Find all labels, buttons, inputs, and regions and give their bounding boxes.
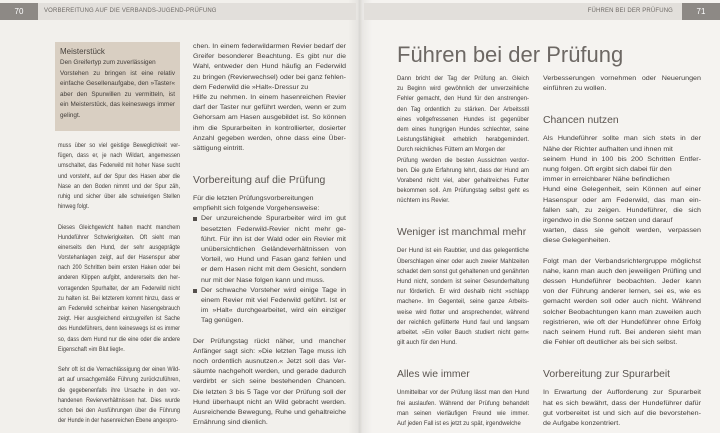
right-page-number: 71 bbox=[682, 3, 720, 20]
info-box-title: Meisterstück bbox=[60, 47, 105, 56]
text-line: Fehler gemacht, den Hund für den anstrengen- bbox=[397, 95, 529, 103]
text-line: gut vorbereitet ist und sich auf die bevorstehen- bbox=[543, 409, 701, 417]
text-line: Eigenschaft »im Blut liegt«. bbox=[58, 345, 125, 353]
text-line: empfiehlt sich folgende Vorgehensweise: bbox=[193, 205, 320, 213]
book-spine bbox=[348, 0, 372, 433]
text-line: einem Revier mit viel Federwild geführt. Ist er bbox=[201, 296, 346, 304]
right-page-column-1 bbox=[397, 74, 529, 429]
paragraph bbox=[543, 257, 701, 349]
text-line: Vorteil, wo Hund und Fasan ganz fehlen und bbox=[201, 256, 346, 264]
text-line: nur mit der Nase folgen kann und muss. bbox=[201, 276, 325, 284]
text-line: gelingt. bbox=[60, 111, 81, 119]
text-line: de Aufgabe konzentriert. bbox=[543, 419, 621, 427]
text-line: Prüfung werden die besten Aussichten verdor- bbox=[397, 156, 529, 164]
paragraph-spacer bbox=[58, 355, 180, 365]
left-running-title: VORBEREITUNG AUF DIE VERBANDS-JUGEND-PRÜFUNG bbox=[44, 8, 217, 14]
text-line: so, dass dem Hund nur die eine oder die andere bbox=[58, 335, 180, 343]
text-line: führt. Für ihn ist der Wald oder ein Revier mit bbox=[201, 235, 346, 243]
paragraph bbox=[543, 74, 701, 94]
text-line: Anzahl gegeben werden, ohne dass eine Über- bbox=[193, 134, 346, 142]
text-line: Verbesserungen vornehmen oder Neuerungen bbox=[543, 75, 701, 82]
text-line: immer in erreichbarer Nähe befindlichen bbox=[543, 176, 670, 184]
paragraph-spacer bbox=[58, 212, 180, 222]
text-line: sättigung eintritt. bbox=[193, 144, 245, 152]
text-line: hat es sich bewährt, dass der Hundeführer dafür bbox=[543, 399, 701, 407]
text-line: nahe, kann man auch den jeweiligen Prüfling und bbox=[543, 267, 701, 275]
text-line: solcher Beobachtungen kann man zuweilen auch bbox=[543, 308, 701, 316]
chapter-title: Führen bei der Prüfung bbox=[397, 42, 624, 67]
text-line: Gehorsam am Hasen ausgebildet ist. So können bbox=[193, 114, 346, 122]
text-line: Dieses Gleichgewicht halten macht manchem bbox=[58, 223, 180, 231]
text-line: bekommen soll. Am Prüfungstag selbst geht es bbox=[397, 187, 529, 195]
text-line: der reichlich gefütterte Hund faul und langsam bbox=[397, 318, 529, 326]
text-line: Ernährung sind dienlich. bbox=[193, 419, 268, 427]
text-line: Den Greifertyp zum zuverlässigen bbox=[60, 59, 156, 66]
text-line: Vorstehanlagen zeigt, auf der Hasenspur aber bbox=[58, 254, 180, 262]
text-line: am Federwild scheinbar keinen Nasengebrauch bbox=[58, 305, 180, 312]
text-line: Hund nicht, sondern ist seiner Gesunderhaltung bbox=[397, 278, 529, 285]
text-line: zu bringen (Revierwechsel) oder bei ganz fehlen- bbox=[193, 73, 346, 81]
square-bullet-icon bbox=[193, 289, 197, 293]
text-line: von der Führung anderer lernen, sei es, wie es bbox=[543, 288, 701, 296]
text-line: Vorabend nicht viel, aber gehaltreiches Futter bbox=[397, 176, 529, 184]
text-line: zu Beginn wird gewöhnlich der unverzeihliche bbox=[397, 85, 529, 93]
text-line: schadet dem sonst gut gehaltenen und genährten bbox=[397, 267, 529, 275]
info-box-body bbox=[60, 58, 175, 122]
square-bullet-icon bbox=[193, 217, 197, 221]
text-line: Der unzureichende Spurarbeiter wird im gut bbox=[201, 215, 346, 223]
text-line: Tag genügen. bbox=[201, 317, 244, 325]
text-line: der Hunde in der hasenreichen Ebene angespro- bbox=[58, 417, 178, 425]
text-line: ein Meisterstück, das keineswegs immer bbox=[60, 101, 175, 109]
text-line: Als Hundeführer sollte man sich stets in der bbox=[543, 135, 701, 143]
text-line: verdirbt er sich seine bestehenden Chancen. bbox=[193, 378, 346, 386]
text-line: einerseits den Hund, der sehr ausgeprägte bbox=[58, 243, 180, 251]
text-line: warten, dass sie geholt werden, verpassen bbox=[543, 227, 701, 235]
text-line: Der Prüfungstag rückt näher, und mancher bbox=[193, 337, 346, 345]
text-line: Hund eine Gelegenheit, sein Können auf einer bbox=[543, 186, 701, 194]
text-line: nur förderlich. Er wird deshalb nicht »schlapp bbox=[397, 288, 529, 296]
right-running-title: FÜHREN BEI DER PRÜFUNG bbox=[587, 8, 673, 14]
text-line: schon bei den Ausführungen über die Führung bbox=[58, 406, 180, 414]
text-line: nung folgen. Oft ergibt sich dabei für den bbox=[543, 165, 672, 173]
text-line: im »Halt« durchgearbeitet, wird ein einziger bbox=[201, 307, 346, 315]
text-line: die gegebenenfalls ihre Ursache in den vor- bbox=[58, 386, 180, 394]
text-line: frei auslaufen. Während der Prüfung behandelt bbox=[397, 399, 529, 407]
text-line: Folgt man der Verbandsrichtergruppe möglichst bbox=[543, 257, 701, 265]
text-line: Der Hund ist ein Raubtier, und das gelegentliche bbox=[397, 247, 529, 255]
text-line: seinem Hund in 100 bis 200 Schritten Entfer- bbox=[543, 155, 701, 163]
info-box bbox=[55, 42, 180, 131]
text-line: Hilfe zu nehmen. In einem hasenreichen Revier bbox=[193, 93, 346, 101]
section-heading: Chancen nutzen bbox=[543, 115, 619, 127]
text-line: besetzten Federwild-Revier nicht mehr ge- bbox=[201, 225, 346, 233]
paragraph bbox=[193, 194, 346, 214]
text-line: dem eines hungrigen Hundes schlechter, seine bbox=[397, 125, 529, 133]
text-line: Die letzten 3 bis 5 Tage vor der Prüfung soll der bbox=[193, 388, 346, 396]
text-line: des Hundeführers, denn keineswegs ist es immer bbox=[58, 325, 180, 333]
text-line: Hasenspur oder am Federwild, das man ein- bbox=[543, 196, 701, 204]
paragraph-spacer bbox=[543, 246, 701, 256]
text-line: unübersichtlichen Geländeverhältnissen von bbox=[201, 246, 346, 253]
text-line: man seinen vierläufigen Freund wie immer. bbox=[397, 409, 529, 417]
paragraph bbox=[397, 74, 529, 206]
text-line: fallen sah, zu zeigen. Hundeführer, die sich bbox=[543, 206, 701, 214]
text-line: art auf unsachgemäße Führung zurückzuführen, bbox=[58, 376, 180, 384]
text-line: Auf jeden Fall ist es jetzt zu spät, irgendwelche bbox=[397, 419, 521, 427]
text-line: Anfänger sagt sich: »Die letzten Tage muss ich bbox=[193, 347, 346, 355]
section-heading: Weniger ist manchmal mehr bbox=[397, 227, 527, 239]
text-line: ben. Die gute Erfahrung lehrt, dass der Hund am bbox=[397, 166, 529, 174]
text-line: Für die letzten Prüfungsvorbereitungen bbox=[193, 195, 314, 203]
text-line: vorragenden Spurhalter, der am Federwild nicht bbox=[58, 284, 180, 292]
bullet-item bbox=[193, 214, 346, 285]
text-line: ruhig und sicher über alle schwierigen Stellen bbox=[58, 192, 180, 200]
text-line: diese Gelegenheiten. bbox=[543, 237, 611, 245]
paragraph bbox=[58, 223, 180, 355]
text-line: gilt auch für den Hund. bbox=[397, 339, 457, 347]
text-line: hinweg folgt. bbox=[58, 203, 90, 211]
text-line: machen«. Im Gegenteil, seine ganze Arbeits- bbox=[397, 298, 529, 306]
text-line: einfache Gesellenaufgabe, den »Taster« bbox=[60, 80, 175, 88]
text-line: In Erwartung der Aufforderung zur Spurarbeit bbox=[543, 389, 701, 397]
left-page-number: 70 bbox=[0, 3, 38, 20]
text-line: die Fehler oft deutlicher als bei sich selbst. bbox=[543, 339, 678, 347]
section-heading: Vorbereitung zur Spurarbeit bbox=[543, 369, 671, 381]
text-line: noch ordentlich ausnutzen.« Jetzt soll das Ver- bbox=[193, 358, 346, 366]
text-line: nüchtern ins Revier. bbox=[397, 197, 450, 205]
paragraph bbox=[193, 337, 346, 429]
text-line: arbeitet. »Ein voller Bauch studiert nicht gern« bbox=[397, 328, 529, 336]
text-line: handenen Revierverhältnissen hat. Dies wurde bbox=[58, 396, 180, 404]
text-line: Vorstehen zu bringen ist eine relativ bbox=[60, 69, 175, 77]
text-line: Dann bricht der Tag der Prüfung an. Gleich bbox=[397, 75, 529, 82]
left-page-column-2 bbox=[193, 42, 346, 428]
text-line: Wahl, entweder den Hund häufig an Federwild bbox=[193, 63, 346, 71]
text-line: Nase an den Boden nimmt und der Spur zäh, bbox=[58, 182, 180, 190]
text-line: Durch reichliches Füttern am Morgen der bbox=[397, 146, 506, 154]
paragraph bbox=[543, 388, 701, 429]
text-line: dessen Hundeführer beobachten. Jeder kann bbox=[543, 278, 701, 285]
text-line: einführen zu wollen. bbox=[543, 85, 607, 93]
paragraph bbox=[58, 365, 180, 426]
text-line: säumte nachgeholt werden, und gerade dadurch bbox=[193, 368, 346, 376]
text-line: nach seinem Hund ruft. Bei anderen sieht man bbox=[543, 328, 701, 336]
text-line: Nähe der Richter aufhalten und ihnen mit bbox=[543, 145, 673, 153]
text-line: dem Federwild die »Halt«-Dressur zu bbox=[193, 83, 309, 91]
text-line: den Tag ordentlich zu stärken. Der Arbeitsstil bbox=[397, 105, 529, 113]
text-line: fügen, dass er, je nach Wildart, angemessen bbox=[58, 152, 180, 160]
text-line: registrieren, wie oft der Hundeführer ohne Erfolg bbox=[543, 318, 701, 326]
paragraph bbox=[193, 42, 346, 154]
text-line: weise wird flotter und ansprechender, während bbox=[397, 308, 529, 316]
paragraph bbox=[543, 134, 701, 246]
text-line: Unmittelbar vor der Prüfung lässt man den Hund bbox=[397, 389, 529, 397]
left-running-header bbox=[0, 3, 356, 20]
section-heading: Alles wie immer bbox=[397, 369, 470, 381]
section-heading: Vorbereitung auf die Prüfung bbox=[193, 175, 326, 187]
text-line: Überschlagen einer oder auch zweier Mahlzeiten bbox=[397, 257, 529, 265]
text-line: Hund überhaupt nicht an Wild gebracht werden. bbox=[193, 398, 346, 406]
text-line: ihm die Spurarbeiten in kontrollierter, dosierter bbox=[193, 124, 346, 132]
paragraph-spacer bbox=[193, 327, 346, 337]
paragraph bbox=[58, 141, 180, 212]
text-line: gemacht werden soll oder auch nicht. Während bbox=[543, 298, 701, 306]
text-line: zeigt. Hier ausgleichend einzugreifen ist Sache bbox=[58, 315, 180, 323]
text-line: er dem Hasen nicht mit dem Gesicht, sondern bbox=[201, 266, 346, 274]
paragraph bbox=[397, 246, 529, 348]
text-line: irgendwo in die Sonne setzen und darauf bbox=[543, 216, 673, 224]
text-line: anderen Klippen aufgibt, andererseits den her- bbox=[58, 274, 180, 282]
text-line: Sehr oft ist die Vernachlässigung der einen Wild- bbox=[58, 366, 180, 374]
bullet-item bbox=[193, 286, 346, 327]
text-line: Hundeführer Schwierigkeiten. Oft sieht man bbox=[58, 233, 180, 241]
text-line: Leistungsfähigkeit erheblich herabgemindert. bbox=[397, 136, 529, 144]
text-line: nach 200 Schritten beim ersten Haken oder bei bbox=[58, 264, 180, 272]
left-page-column-1 bbox=[58, 141, 180, 426]
text-line: umschaltet, das Federwild mit hoher Nase sucht bbox=[58, 162, 180, 170]
paragraph bbox=[397, 388, 529, 429]
text-line: darf der Taster nur geführt werden, wenn er zum bbox=[193, 104, 346, 112]
text-line: Der schwache Vorsteher wird einige Tage in bbox=[201, 286, 346, 294]
text-line: Greifer besonderer Beachtung. Es gibt nur die bbox=[193, 53, 346, 61]
text-line: und vorsteht, auf der Spur des Hasen aber die bbox=[58, 172, 180, 180]
text-line: muss über so viel geistige Beweglichkeit ver- bbox=[58, 142, 180, 149]
text-line: aber den Spurwillen zu vermitteln, ist bbox=[60, 90, 175, 98]
right-page-column-2 bbox=[543, 74, 701, 429]
right-running-header bbox=[364, 3, 720, 20]
text-line: Ausreichende Bewegung, Ruhe und gehaltreiche bbox=[193, 409, 346, 416]
text-line: chen. In einem federwildarmen Revier bedarf der bbox=[193, 43, 346, 50]
text-line: eines vollgefressenen Hundes ist gegenüber bbox=[397, 115, 529, 123]
text-line: zu halten ist. Bei letzterem kommt hinzu, dass er bbox=[58, 294, 180, 302]
